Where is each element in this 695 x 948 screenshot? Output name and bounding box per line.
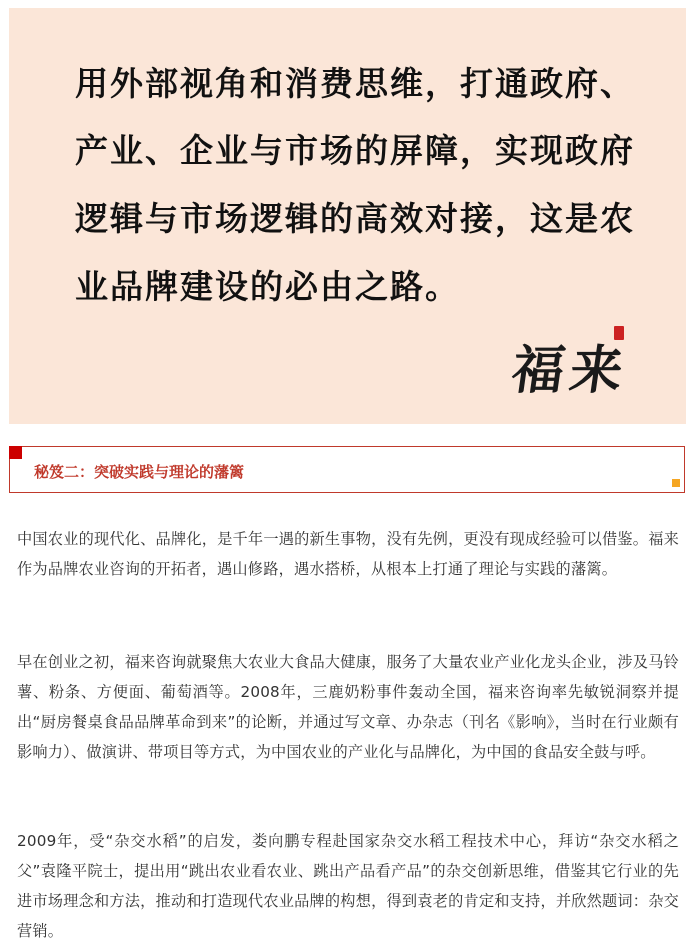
section-header xyxy=(9,446,685,493)
quote-line: 产业、企业与市场的屏障，实现政府 xyxy=(75,131,635,170)
quote-line: 用外部视角和消费思维，打通政府、 xyxy=(75,64,635,103)
paragraph: 早在创业之初，福来咨询就聚焦大农业大食品大健康，服务了大量农业产业化龙头企业，涉及马铃薯、粉条、方便面、葡萄酒等。2008年，三鹿奶粉事件轰动全国，福来咨询率先敏锐洞察并提出“厨房餐桌食品品牌革命到来”的论断，并通过写文章、办杂志（刊名《影响》，当时在行业颇有影响力）、做演讲、带项目等方式，为中国农业的产业化与品牌化，为中国的食品安全鼓与呼。 xyxy=(17,653,679,761)
quote-line: 逻辑与市场逻辑的高效对接，这是农 xyxy=(75,199,635,238)
quote-line: 业品牌建设的必由之路。 xyxy=(75,267,460,306)
seal-stamp xyxy=(614,326,624,340)
quote-card xyxy=(9,8,686,424)
corner-dot-icon xyxy=(672,479,680,487)
paragraph: 中国农业的现代化、品牌化，是千年一遇的新生事物，没有先例，更没有现成经验可以借鉴。福来作为品牌农业咨询的开拓者，遇山修路，遇水搭桥，从根本上打通了理论与实践的藩篱。 xyxy=(17,530,679,578)
corner-square-icon xyxy=(9,446,22,459)
signature: 福来 xyxy=(508,340,633,401)
paragraph: 2009年，受“杂交水稻”的启发，娄向鹏专程赴国家杂交水稻工程技术中心，拜访“杂交水稻之父”袁隆平院士，提出用“跳出农业看农业、跳出产品看产品”的杂交创新思维，借鉴其它行业的先进市场理念和方法，推动和打造现代农业品牌的构想，得到袁老的肯定和支持，并欣然题词：杂交营销。 xyxy=(17,832,679,940)
section-title: 秘笈二：突破实践与理论的藩篱 xyxy=(34,463,245,481)
